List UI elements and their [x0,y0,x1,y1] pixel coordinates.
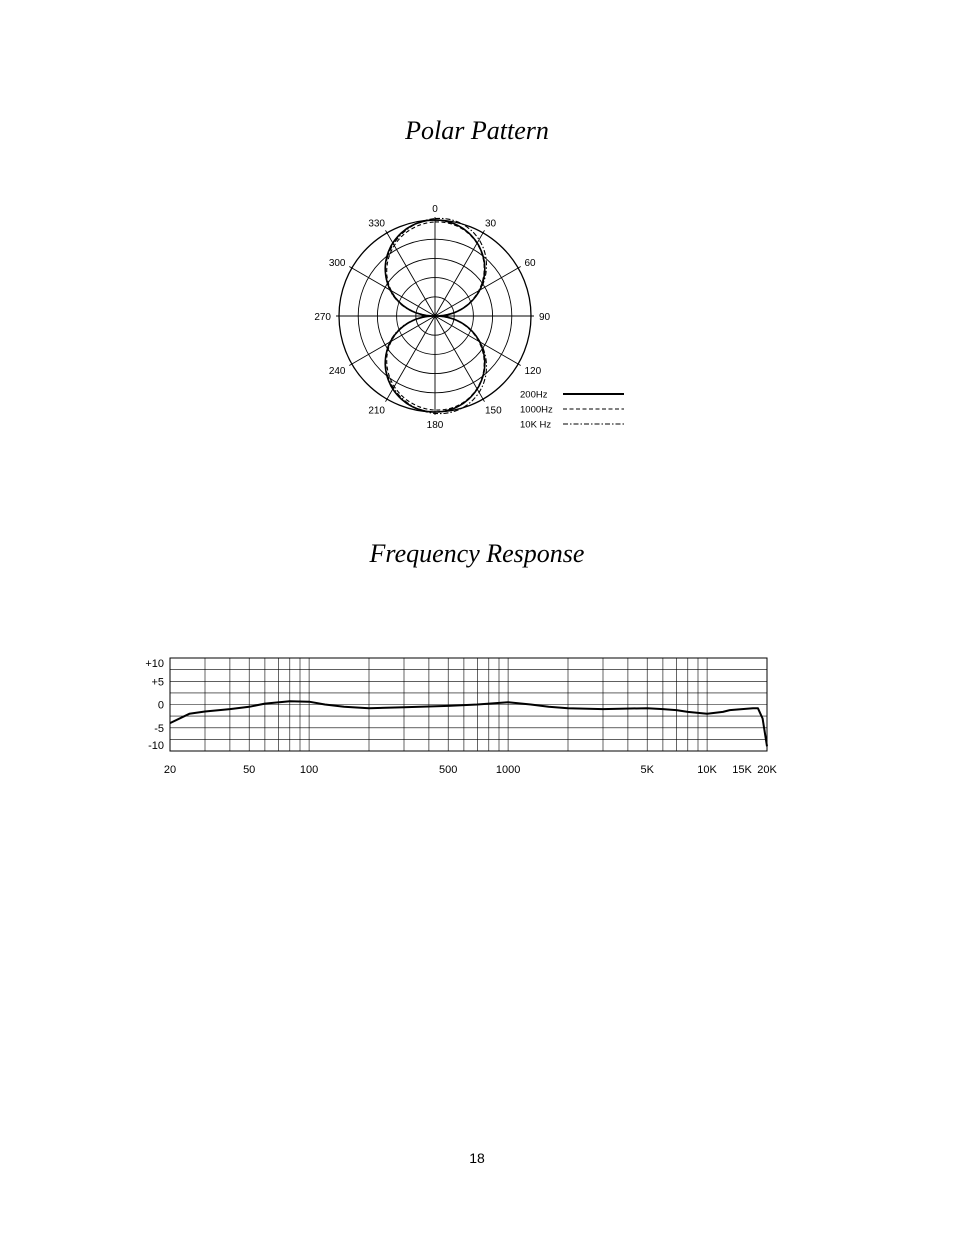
polar-angle-label: 120 [524,366,542,377]
polar-angle-label: 270 [314,312,331,323]
frequency-response-title: Frequency Response [369,539,585,568]
frequency-y-tick-label: -10 [148,740,164,752]
polar-pattern-chart [300,195,640,435]
frequency-x-tick-label: 500 [439,764,458,776]
frequency-y-axis-labels [145,658,164,752]
polar-legend-label: 10K Hz [520,419,552,431]
frequency-x-axis-labels [164,764,778,776]
frequency-x-tick-label: 100 [299,764,319,776]
polar-legend [520,390,624,431]
polar-angle-label: 330 [368,218,385,230]
frequency-x-tick-label: 50 [243,764,256,776]
frequency-y-tick-label: 0 [157,699,164,712]
frequency-x-tick-label: 20K [757,764,777,776]
frequency-x-tick-label: 10K [697,764,717,776]
polar-angle-label: 210 [368,405,385,417]
frequency-x-tick-label: 5K [640,764,654,776]
page-number: 18 [469,1150,485,1166]
frequency-x-tick-label: 15K [732,764,752,776]
polar-angle-label: 60 [524,258,536,269]
polar-angle-label: 0 [432,204,438,215]
frequency-x-tick-label: 20 [163,764,177,776]
polar-angle-label: 180 [426,420,444,431]
polar-angle-label: 240 [328,366,346,377]
frequency-y-tick-label: +10 [145,658,164,670]
frequency-y-tick-label: -5 [154,722,164,735]
frequency-y-tick-label: +5 [151,676,164,689]
polar-angle-label: 30 [485,218,497,230]
polar-legend-label: 200Hz [520,389,548,401]
polar-angle-label: 150 [485,405,502,417]
frequency-response-chart [130,650,790,780]
polar-pattern-title: Polar Pattern [405,116,549,145]
frequency-x-tick-label: 1000 [495,764,521,776]
polar-angle-label: 90 [539,312,551,323]
polar-angle-label: 300 [328,258,346,269]
polar-legend-label: 1000Hz [520,404,553,416]
